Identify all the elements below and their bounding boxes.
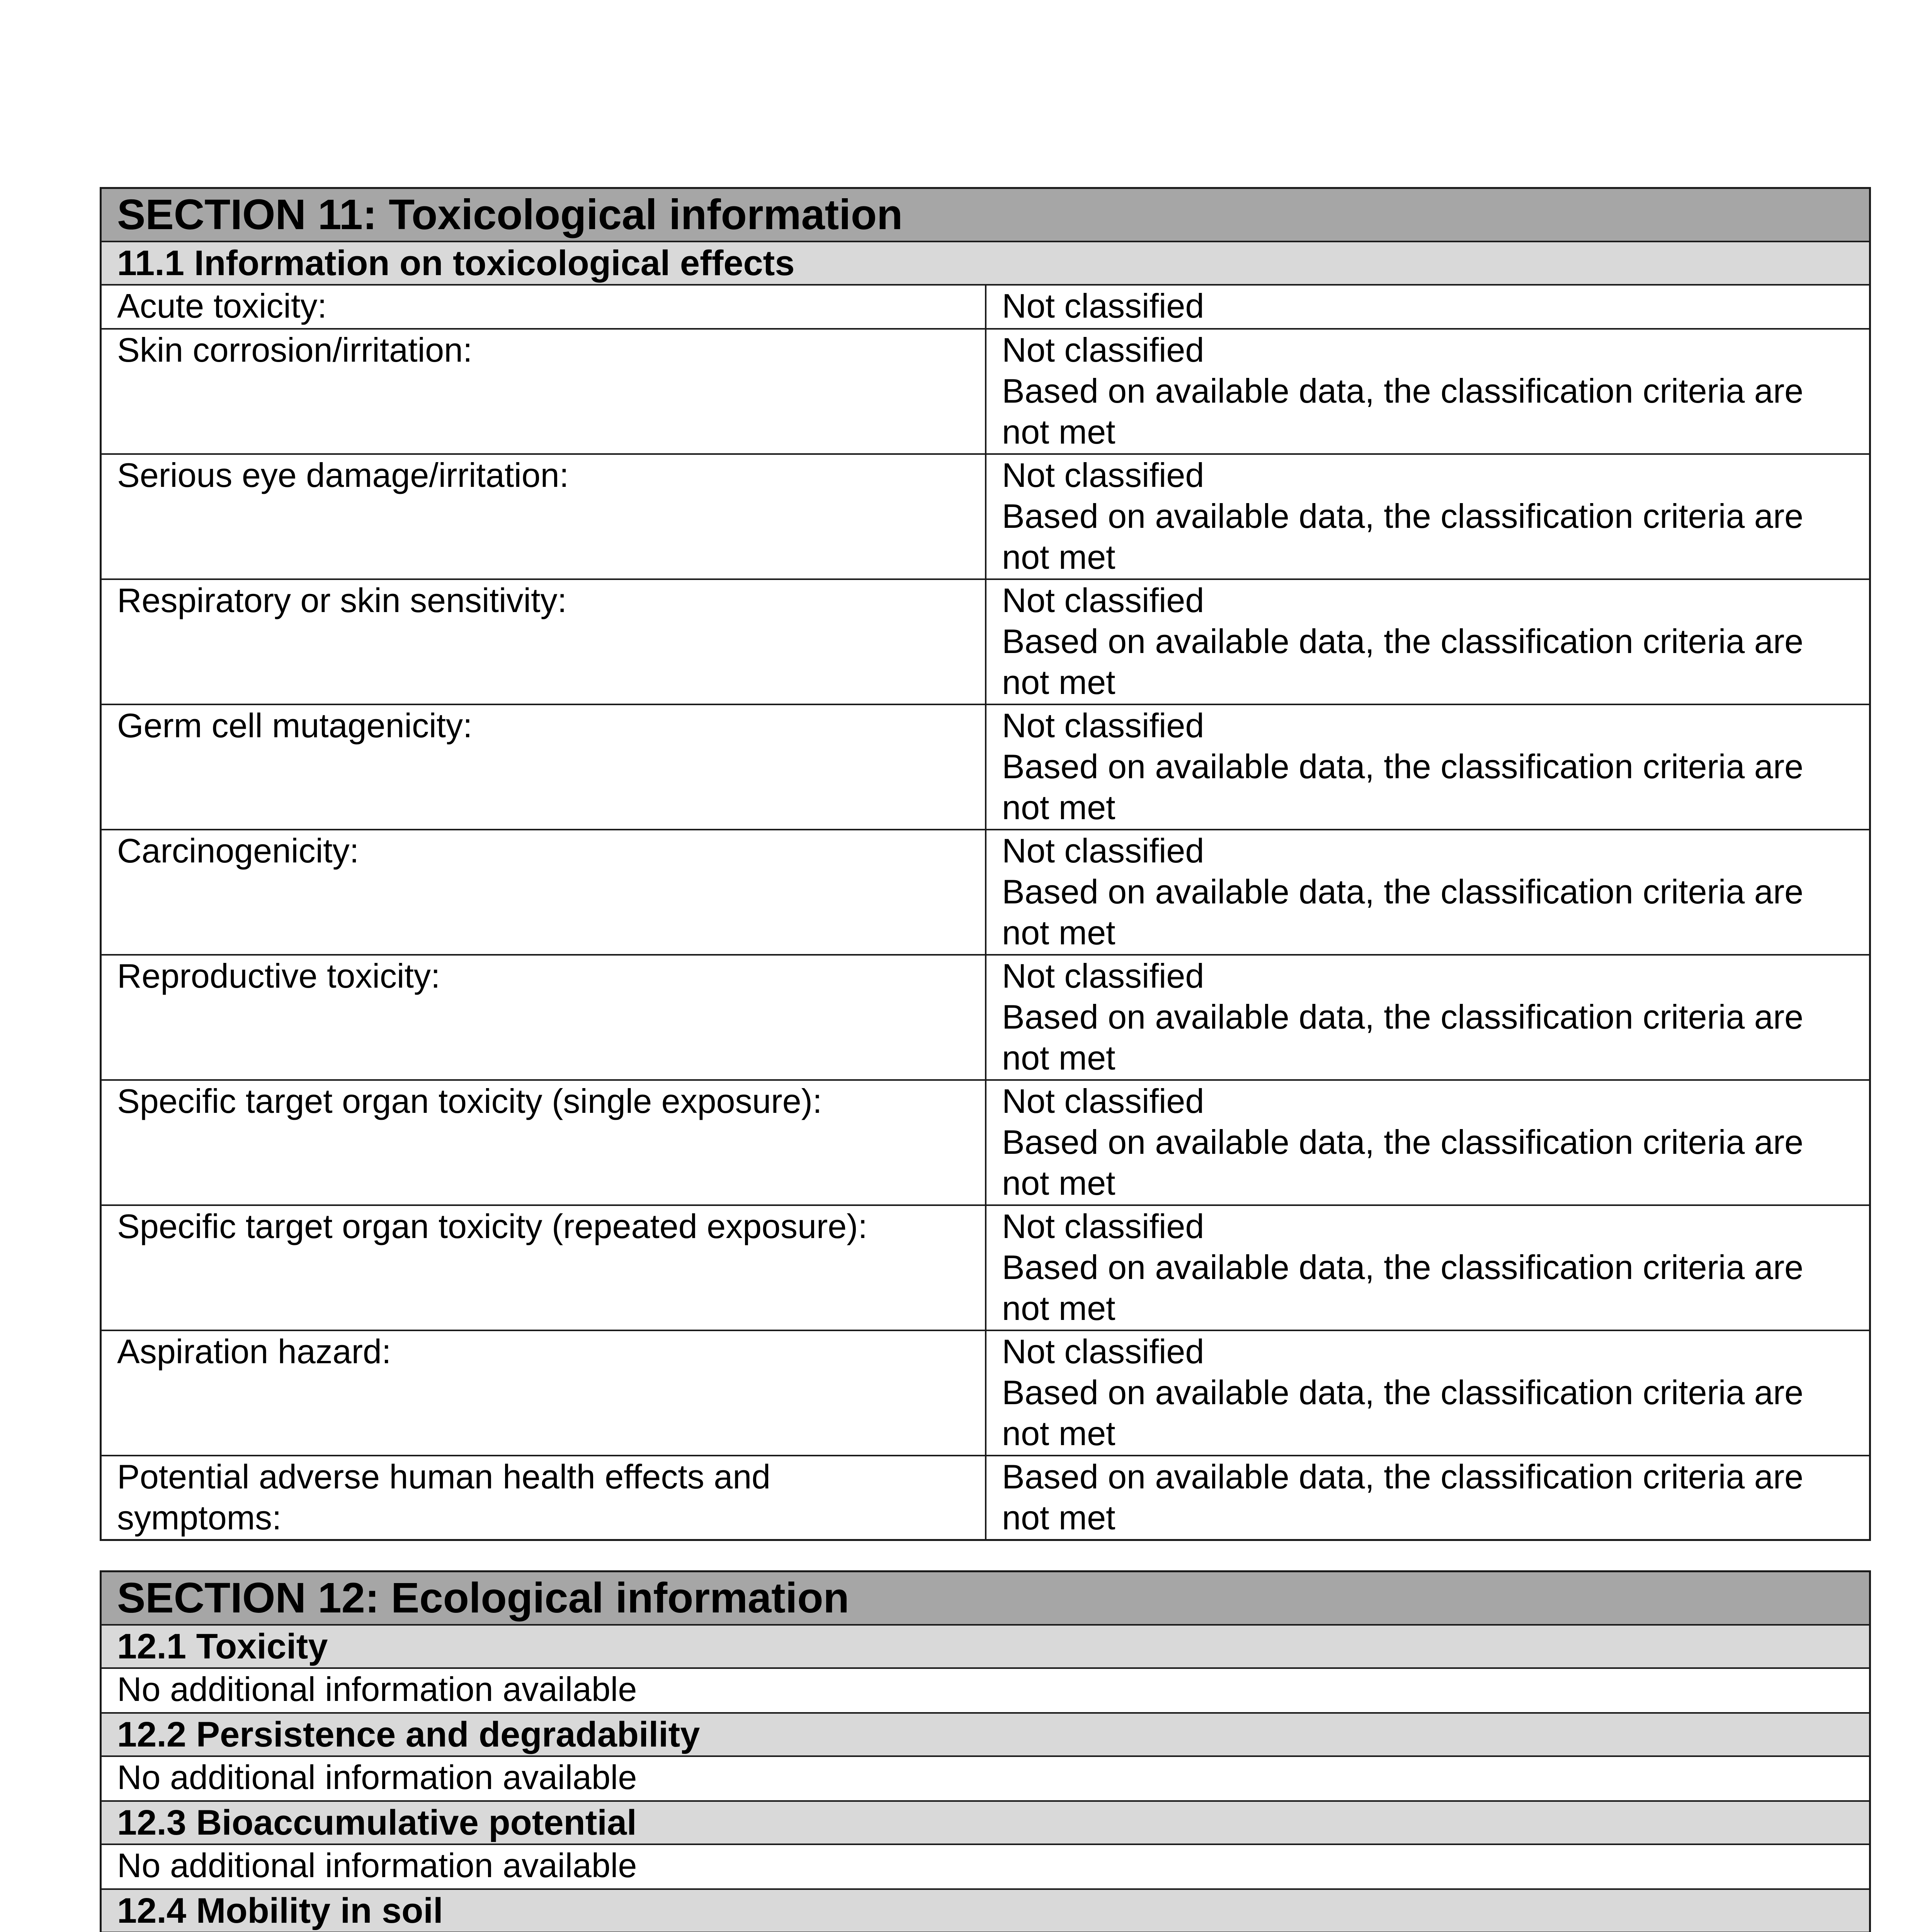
tox-value-line: not met: [1002, 1414, 1116, 1452]
section-11-title: SECTION 11: Toxicological information: [102, 189, 1869, 242]
tox-label: Acute toxicity:: [102, 286, 986, 328]
tox-value-line: not met: [1002, 663, 1116, 701]
subsection-12-3-text: No additional information available: [117, 1846, 637, 1884]
section-12-table: [100, 1570, 1871, 1932]
tox-label-line: symptoms:: [117, 1498, 282, 1537]
tox-label: Specific target organ toxicity (repeated exposure):: [102, 1206, 986, 1330]
tox-label: Skin corrosion/irritation:: [102, 330, 986, 453]
tox-label: Reproductive toxicity:: [102, 956, 986, 1079]
tox-value-line: Based on available data, the classification criteria are: [1002, 372, 1804, 410]
tox-value-line: Not classified: [1002, 957, 1204, 995]
tox-row-skin: [102, 330, 1869, 455]
tox-value-line: Based on available data, the classification criteria are: [1002, 1373, 1804, 1412]
section-12-title: SECTION 12: Ecological information: [102, 1572, 1869, 1626]
tox-value-line: Not classified: [1002, 1082, 1204, 1120]
subsection-12-1-text: No additional information available: [117, 1670, 637, 1708]
tox-value-line: not met: [1002, 413, 1116, 451]
tox-value: [986, 705, 1869, 829]
tox-label: Respiratory or skin sensitivity:: [102, 580, 986, 704]
tox-value-line: not met: [1002, 1039, 1116, 1077]
tox-value-line: Not classified: [1002, 832, 1204, 870]
section-11-table: [100, 187, 1871, 1541]
tox-value: [986, 1456, 1869, 1539]
tox-value-line: not met: [1002, 1289, 1116, 1327]
tox-value: [986, 580, 1869, 704]
tox-label: [102, 1456, 986, 1539]
tox-row-aspiration: [102, 1331, 1869, 1456]
tox-row-acute: [102, 286, 1869, 330]
tox-row-eye: [102, 455, 1869, 580]
tox-value-line: Not classified: [1002, 1332, 1204, 1371]
tox-row-reproductive: [102, 956, 1869, 1081]
tox-value-line: Based on available data, the classification criteria are: [1002, 747, 1804, 786]
tox-value-line: Based on available data, the classification criteria are: [1002, 1248, 1804, 1286]
tox-row-mutagenicity: [102, 705, 1869, 830]
tox-value-line: not met: [1002, 1164, 1116, 1202]
tox-value: [986, 956, 1869, 1079]
tox-value-line: Not classified: [1002, 706, 1204, 745]
tox-value: [986, 1206, 1869, 1330]
tox-row-stot-single: [102, 1081, 1869, 1206]
tox-value: [986, 1081, 1869, 1204]
subsection-12-4-title: 12.4 Mobility in soil: [102, 1890, 1869, 1932]
subsection-12-2-title: 12.2 Persistence and degradability: [102, 1714, 1869, 1757]
tox-value-line: Based on available data, the classification criteria are: [1002, 872, 1804, 911]
tox-value: [986, 286, 1869, 328]
tox-value-line: not met: [1002, 1498, 1116, 1537]
subsection-12-3-title: 12.3 Bioaccumulative potential: [102, 1802, 1869, 1845]
tox-row-stot-repeated: [102, 1206, 1869, 1331]
tox-value-line: Not classified: [1002, 1207, 1204, 1245]
tox-value: [986, 455, 1869, 578]
tox-label: Serious eye damage/irritation:: [102, 455, 986, 578]
tox-label: Carcinogenicity:: [102, 830, 986, 954]
tox-value-line: Based on available data, the classification criteria are: [1002, 1123, 1804, 1161]
tox-value-line: Based on available data, the classification criteria are: [1002, 998, 1804, 1036]
tox-label-line: Potential adverse human health effects and: [117, 1458, 771, 1496]
subsection-12-1-title: 12.1 Toxicity: [102, 1626, 1869, 1669]
tox-row-carcinogenicity: [102, 830, 1869, 956]
subsection-12-2-text: No additional information available: [117, 1758, 637, 1796]
tox-value-line: Not classified: [1002, 456, 1204, 494]
tox-label: Aspiration hazard:: [102, 1331, 986, 1455]
tox-value-line: Not classified: [1002, 581, 1204, 619]
tox-value-line: not met: [1002, 788, 1116, 827]
tox-value: [986, 330, 1869, 453]
tox-value-line: not met: [1002, 538, 1116, 576]
tox-value: [986, 1331, 1869, 1455]
tox-value-line: not met: [1002, 913, 1116, 952]
tox-value-line: Not classified: [1002, 287, 1204, 325]
tox-row-health-effects: [102, 1456, 1869, 1539]
subsection-11-1-title: 11.1 Information on toxicological effects: [102, 242, 1869, 286]
tox-value-line: Based on available data, the classification criteria are: [1002, 1458, 1804, 1496]
tox-label: Specific target organ toxicity (single exposure):: [102, 1081, 986, 1204]
tox-value-line: Based on available data, the classification criteria are: [1002, 622, 1804, 660]
tox-label: Germ cell mutagenicity:: [102, 705, 986, 829]
tox-value-line: Based on available data, the classification criteria are: [1002, 497, 1804, 535]
tox-value: [986, 830, 1869, 954]
tox-value-line: Not classified: [1002, 331, 1204, 369]
tox-row-respiratory: [102, 580, 1869, 705]
